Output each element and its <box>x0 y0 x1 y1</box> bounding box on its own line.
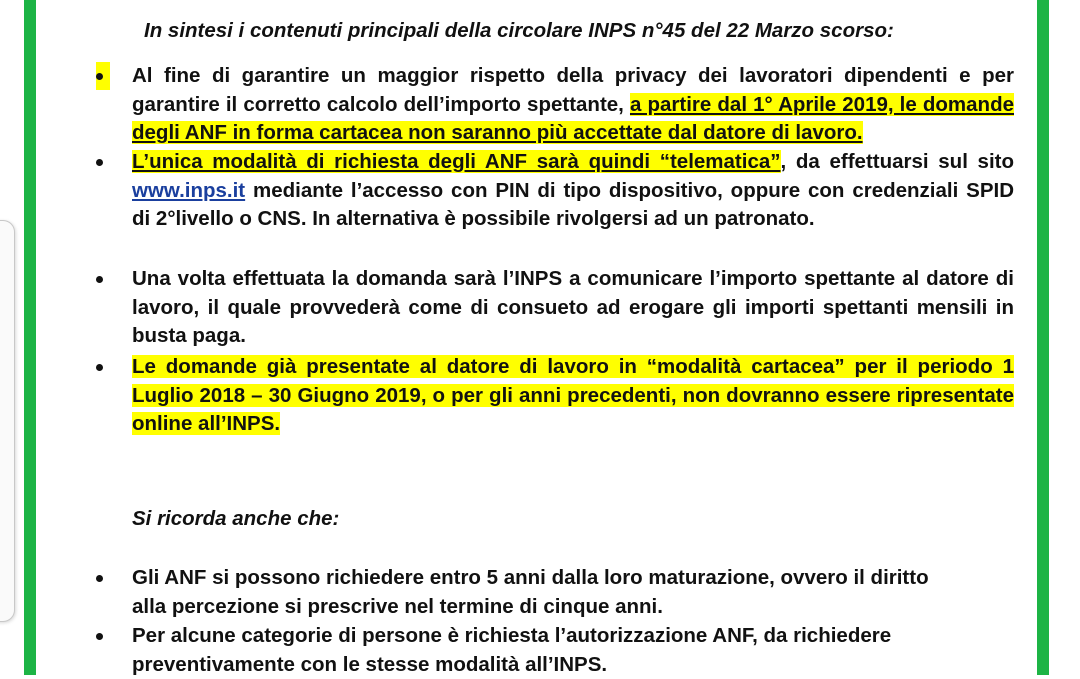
bullet-icon <box>96 265 110 293</box>
item-text-highlight: L’unica modalità di richiesta degli ANF sarà quindi “telematica” <box>132 150 781 173</box>
bullet-icon <box>96 148 110 176</box>
frame-border-right <box>1037 0 1049 675</box>
bullet-icon <box>96 62 110 90</box>
item-text-line: Per alcune categorie di persone è richiesta l’autorizzazione ANF, da richiedere <box>132 624 892 647</box>
item-text-highlight: Le domande già presentate al datore di lavoro in “modalità cartacea” per il periodo 1 Luglio 2018 – 30 Giugno 2019, o per gli anni precedenti, non dovranno essere ripresentate online all’INPS. <box>132 355 1014 436</box>
section-subheading: Si ricorda anche che: <box>132 507 340 530</box>
bullet-icon <box>96 564 110 592</box>
inps-link[interactable]: www.inps.it <box>132 178 246 202</box>
side-panel-handle[interactable] <box>0 220 15 622</box>
item-text-part: mediante l’accesso con PIN di tipo dispositivo, oppure con credenziali SPID di 2°livello o CNS. In alternativa è possibile rivolgersi ad un patronato. <box>132 178 1014 231</box>
list-item-text <box>132 148 1014 234</box>
item-text-line: Gli ANF si possono richiedere entro 5 anni dalla loro maturazione, ovvero il diritto <box>132 566 929 589</box>
frame-border-left <box>24 0 36 675</box>
bullet-icon <box>96 353 110 381</box>
item-text-highlight: a partire dal 1° Aprile 2019, le domande degli ANF in forma cartacea non saranno più accettate dal datore di lavoro. <box>132 92 1014 145</box>
item-text-line: preventivamente con le stesse modalità all’INPS. <box>132 652 608 676</box>
list-item-text <box>132 62 1014 148</box>
item-text-line: alla percezione si prescrive nel termine di cinque anni. <box>132 594 663 618</box>
list-item-text: Una volta effettuata la domanda sarà l’INPS a comunicare l’importo spettante al datore di lavoro, il quale provvederà come di consueto ad erogare gli importi spettanti mensili in busta paga. <box>132 267 1014 348</box>
item-text-part: Al fine di garantire un maggior rispetto della privacy dei lavoratori dipendenti e per garantire il corretto calcolo dell’importo spettante, <box>132 64 1014 116</box>
list-item-text <box>132 353 1014 439</box>
document-heading: In sintesi i contenuti principali della circolare INPS n°45 del 22 Marzo scorso: <box>144 19 894 42</box>
list-item-text <box>132 564 1014 621</box>
item-text-part: , da effettuarsi sul sito <box>780 150 1015 173</box>
bullet-icon <box>96 622 110 650</box>
list-item-text <box>132 622 1014 679</box>
